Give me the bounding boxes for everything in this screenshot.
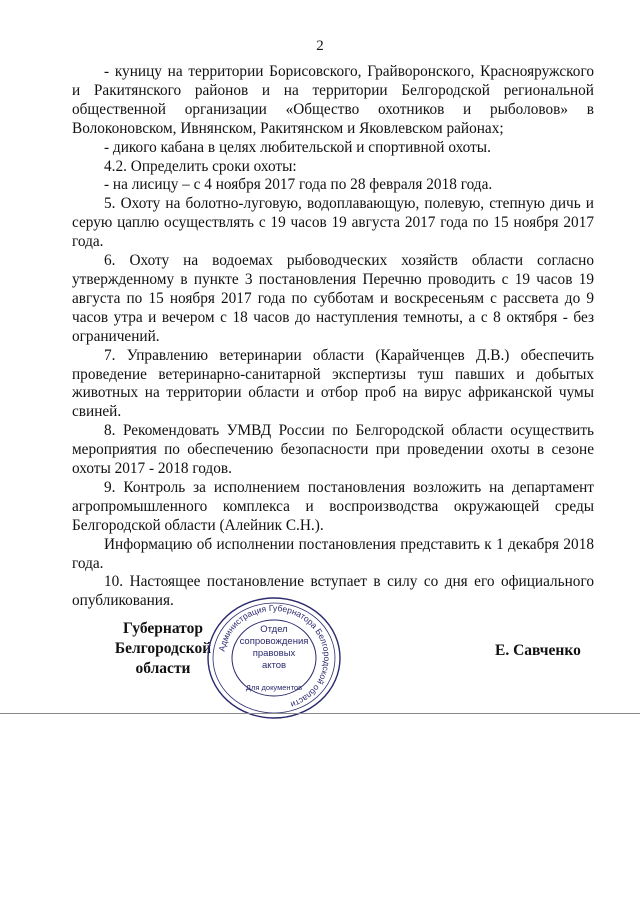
- page-number: 2: [316, 38, 324, 54]
- paragraph-9: 9. Контроль за исполнением постановления возложить на департамент агропромышленного комплекса и воспроизводства окружающей среды Белгородской области (Алейник С.Н.).: [72, 478, 594, 534]
- paragraph-5: 5. Охоту на болотно-луговую, водоплавающую, полевую, степную дичь и серую цаплю осуществлять с 19 часов 19 августа 2017 года по 15 ноября 2017 года.: [72, 195, 594, 251]
- paragraph-4-2: 4.2. Определить сроки охоты:: [104, 157, 297, 175]
- paragraph-6: 6. Охоту на водоемах рыбоводческих хозяйств области согласно утвержденному в пункте 3 постановления Перечню проводить с 19 часов 19 августа по 15 ноября 2017 года по субботам и воскресеньям с рассвета до 9 часов утра и вечером с 18 часов до наступления темноты, а с 8 октября - без ограничений.: [72, 252, 594, 345]
- paragraph-fox: - на лисицу – с 4 ноября 2017 года по 28 февраля 2018 года.: [104, 176, 493, 194]
- paragraph-boar: - дикого кабана в целях любительской и спортивной охоты.: [104, 138, 491, 156]
- paragraph-8: 8. Рекомендовать УМВД России по Белгородской области осуществить мероприятия по обеспечению безопасности при проведении охоты в сезоне охоты 2017 - 2018 годов.: [72, 422, 594, 478]
- stamp-bottom: Для документов: [245, 683, 303, 692]
- paragraph-7: 7. Управлению ветеринарии области (Карайченцев Д.В.) обеспечить проведение ветеринарно-санитарной экспертизы туш павших и добытых животных на территории области и отбор проб на вирус африканской чумы свиней.: [72, 346, 594, 421]
- signature-title-line2: Белгородской области: [114, 640, 212, 677]
- stamp-line4: актов: [261, 660, 287, 671]
- official-stamp: [204, 594, 344, 722]
- stamp-line1: Отдел: [260, 624, 288, 635]
- signature-name: Е. Савченко: [495, 642, 581, 659]
- document-body: [72, 63, 594, 611]
- paragraph-10: 10. Настоящее постановление вступает в силу со дня его официального опубликования.: [72, 573, 594, 610]
- stamp-line2: сопровождения: [239, 636, 309, 647]
- stamp-line3: правовых: [252, 648, 296, 659]
- paragraph-report: Информацию об исполнении постановления представить к 1 декабря 2018 года.: [72, 535, 594, 572]
- bottom-rule: [0, 713, 640, 714]
- paragraph-marten: - куницу на территории Борисовского, Грайворонского, Краснояружского и Ракитянского районов и на территории Белгородской региональной общественной организации «Общество охотников и рыболовов» в Волоконовском, Ивнянском, Ракитянском и Яковлевском районах;: [72, 63, 594, 137]
- signature-title-line1: Губернатор: [123, 620, 203, 637]
- stamp-ring-text: Администрация Губернатора Белгородской области: [216, 602, 333, 711]
